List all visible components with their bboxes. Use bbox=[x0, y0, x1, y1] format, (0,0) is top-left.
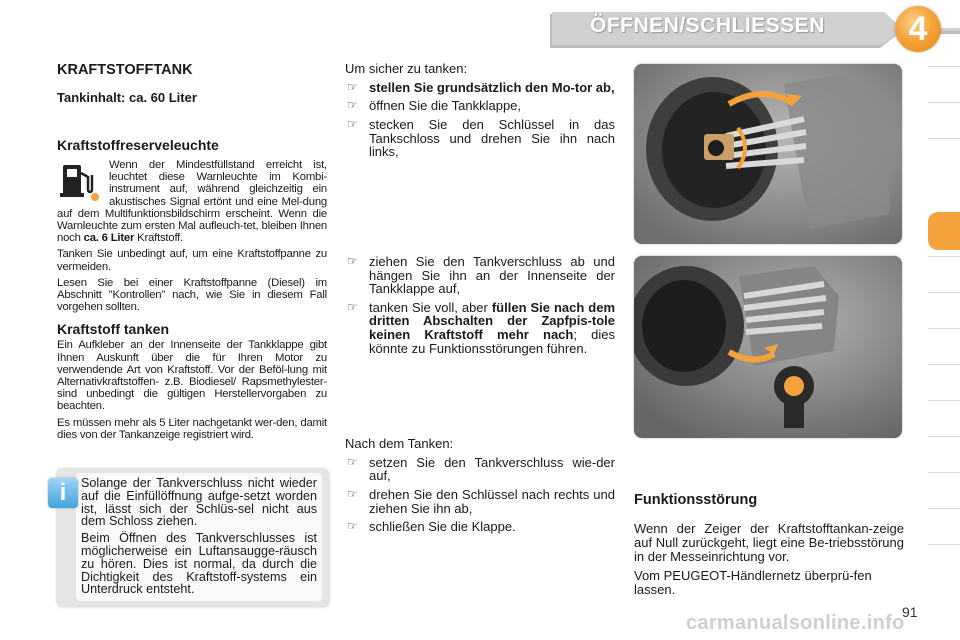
after-step-2: ☞ drehen Sie den Schlüssel nach rechts und ziehen Sie ihn ab, bbox=[347, 486, 615, 516]
refuel-heading: Kraftstoff tanken bbox=[57, 321, 170, 338]
chapter-tab[interactable] bbox=[928, 544, 960, 578]
right-column bbox=[634, 492, 904, 597]
chapter-tabs bbox=[928, 66, 960, 576]
pointing-hand-icon: ☞ bbox=[347, 299, 358, 314]
left-column bbox=[57, 62, 327, 441]
chapter-tab[interactable] bbox=[928, 472, 960, 506]
chapter-tab[interactable] bbox=[928, 66, 960, 100]
refuel-text-1: Ein Aufkleber an der Innenseite der Tankklappe gibt Ihnen Auskunft über die für Ihren Motor zu verwendende Art von Kraftstoff. Vor der Beföl-lung mit Alternativkraftstoffen- z.B. Biodiesel/ Rapsmethylester- sind unbedingt die gültigen Herstellervorgaben zu beachten. bbox=[57, 339, 327, 413]
refuel-text-2: Es müssen mehr als 5 Liter nachgetankt wer-den, damit dies von der Tankanzeige registriert wird. bbox=[57, 416, 327, 441]
tank-capacity: Tankinhalt: ca. 60 Liter bbox=[57, 90, 197, 105]
section-title: KRAFTSTOFFTANK bbox=[57, 62, 193, 78]
page-number: 91 bbox=[902, 604, 918, 620]
info-text-2: Beim Öffnen des Tankverschlusses ist möglicherweise ein Luftansaugge-räusch zu hören. Dies ist normal, da durch die Dichtigkeit des Kraftstoff-systems ein Unterdruck entsteht. bbox=[81, 531, 317, 597]
malfunction-text-2: Vom PEUGEOT-Händlernetz überprü-fen lassen. bbox=[634, 568, 872, 598]
refuel-intro: Um sicher zu tanken: bbox=[345, 61, 468, 76]
middle-column-mid bbox=[345, 250, 615, 355]
chapter-tab[interactable] bbox=[928, 436, 960, 470]
chapter-tab[interactable] bbox=[928, 364, 960, 398]
fuel-cap-key-photo bbox=[634, 64, 902, 244]
after-step-1: ☞ setzen Sie den Tankverschluss wie-der auf, bbox=[347, 454, 615, 484]
middle-column-top bbox=[345, 62, 615, 159]
reserve-text-3: Lesen Sie bei einer Kraftstoffpanne (Diesel) im Abschnitt "Kontrollen" nach, wie Sie in diesem Fall vorgehen sollten. bbox=[57, 276, 327, 314]
info-text-1: Solange der Tankverschluss nicht wieder auf die Einfüllöffnung aufge-setzt worden ist, lässt sich der Schlüs-sel nicht aus dem Schloss ziehen. bbox=[81, 476, 317, 529]
chapter-tab[interactable] bbox=[928, 138, 960, 172]
pointing-hand-icon: ☞ bbox=[347, 519, 358, 534]
chapter-tab[interactable] bbox=[928, 400, 960, 434]
chapter-tab[interactable] bbox=[928, 292, 960, 326]
info-box-content bbox=[76, 473, 322, 601]
info-box bbox=[56, 468, 328, 606]
chapter-tab[interactable] bbox=[928, 256, 960, 290]
pointing-hand-icon: ☞ bbox=[347, 79, 358, 94]
pointing-hand-icon: ☞ bbox=[347, 254, 358, 268]
after-step-3: ☞ schließen Sie die Klappe. bbox=[347, 519, 516, 535]
fuel-cap-removal-photo bbox=[634, 256, 902, 438]
after-refuel-intro: Nach dem Tanken: bbox=[345, 436, 454, 451]
reserve-text: Wenn der Mindestfüllstand erreicht ist, leuchtet diese Warnleuchte im Kombi-instrument auf, während gleichzeitig ein akustisches Signal ertönt und eine Mel-dung auf dem Multifunktionsbildschirm erscheint. Wenn die Warnleuchte zum ersten Mal aufleuch-tet, bleiben Ihnen noch ca. 6 Liter Kraftstoff. bbox=[57, 159, 327, 245]
step-1: ☞ stellen Sie grundsätzlich den Mo-tor ab, bbox=[347, 79, 615, 95]
pointing-hand-icon: ☞ bbox=[347, 454, 358, 469]
fuel-warning-icon bbox=[57, 159, 101, 203]
pointing-hand-icon: ☞ bbox=[347, 486, 358, 501]
reserve-heading: Kraftstoffreserveleuchte bbox=[57, 137, 219, 153]
watermark: carmanualsonline.info bbox=[686, 612, 905, 634]
malfunction-heading: Funktionsstörung bbox=[634, 492, 758, 508]
reserve-text-2: Tanken Sie unbedingt auf, um eine Kraftstoffpanne zu vermeiden. bbox=[57, 248, 327, 273]
step-2: ☞ öffnen Sie die Tankklappe, bbox=[347, 98, 522, 114]
malfunction-text-1: Wenn der Zeiger der Kraftstofftankan-zeige auf Null zurückgeht, liegt eine Be-triebsstörung in der Messeinrichtung vor. bbox=[634, 521, 904, 564]
step-4: ☞ ziehen Sie den Tankverschluss ab und hängen Sie ihn an der Innenseite der Tankklappe auf, bbox=[347, 254, 615, 297]
chapter-tab-active[interactable] bbox=[928, 212, 960, 250]
middle-column-bottom bbox=[345, 437, 615, 534]
step-5: ☞ tanken Sie voll, aber füllen Sie nach dem dritten Abschalten der Zapfpis-tole keinen Kraftstoff mehr nach; dies könnte zu Funktionsstörungen führen. bbox=[347, 299, 615, 356]
info-icon: i bbox=[48, 478, 78, 508]
step-3: ☞ stecken Sie den Schlüssel in das Tankschloss und drehen Sie ihn nach links, bbox=[347, 116, 615, 160]
chapter-number-badge: 4 bbox=[895, 6, 941, 52]
chapter-tab[interactable] bbox=[928, 328, 960, 362]
pointing-hand-icon: ☞ bbox=[347, 116, 358, 131]
chapter-tab[interactable] bbox=[928, 508, 960, 542]
chapter-tab[interactable] bbox=[928, 102, 960, 136]
page-title: ÖFFNEN/SCHLIESSEN bbox=[590, 14, 825, 37]
pointing-hand-icon: ☞ bbox=[347, 98, 358, 113]
